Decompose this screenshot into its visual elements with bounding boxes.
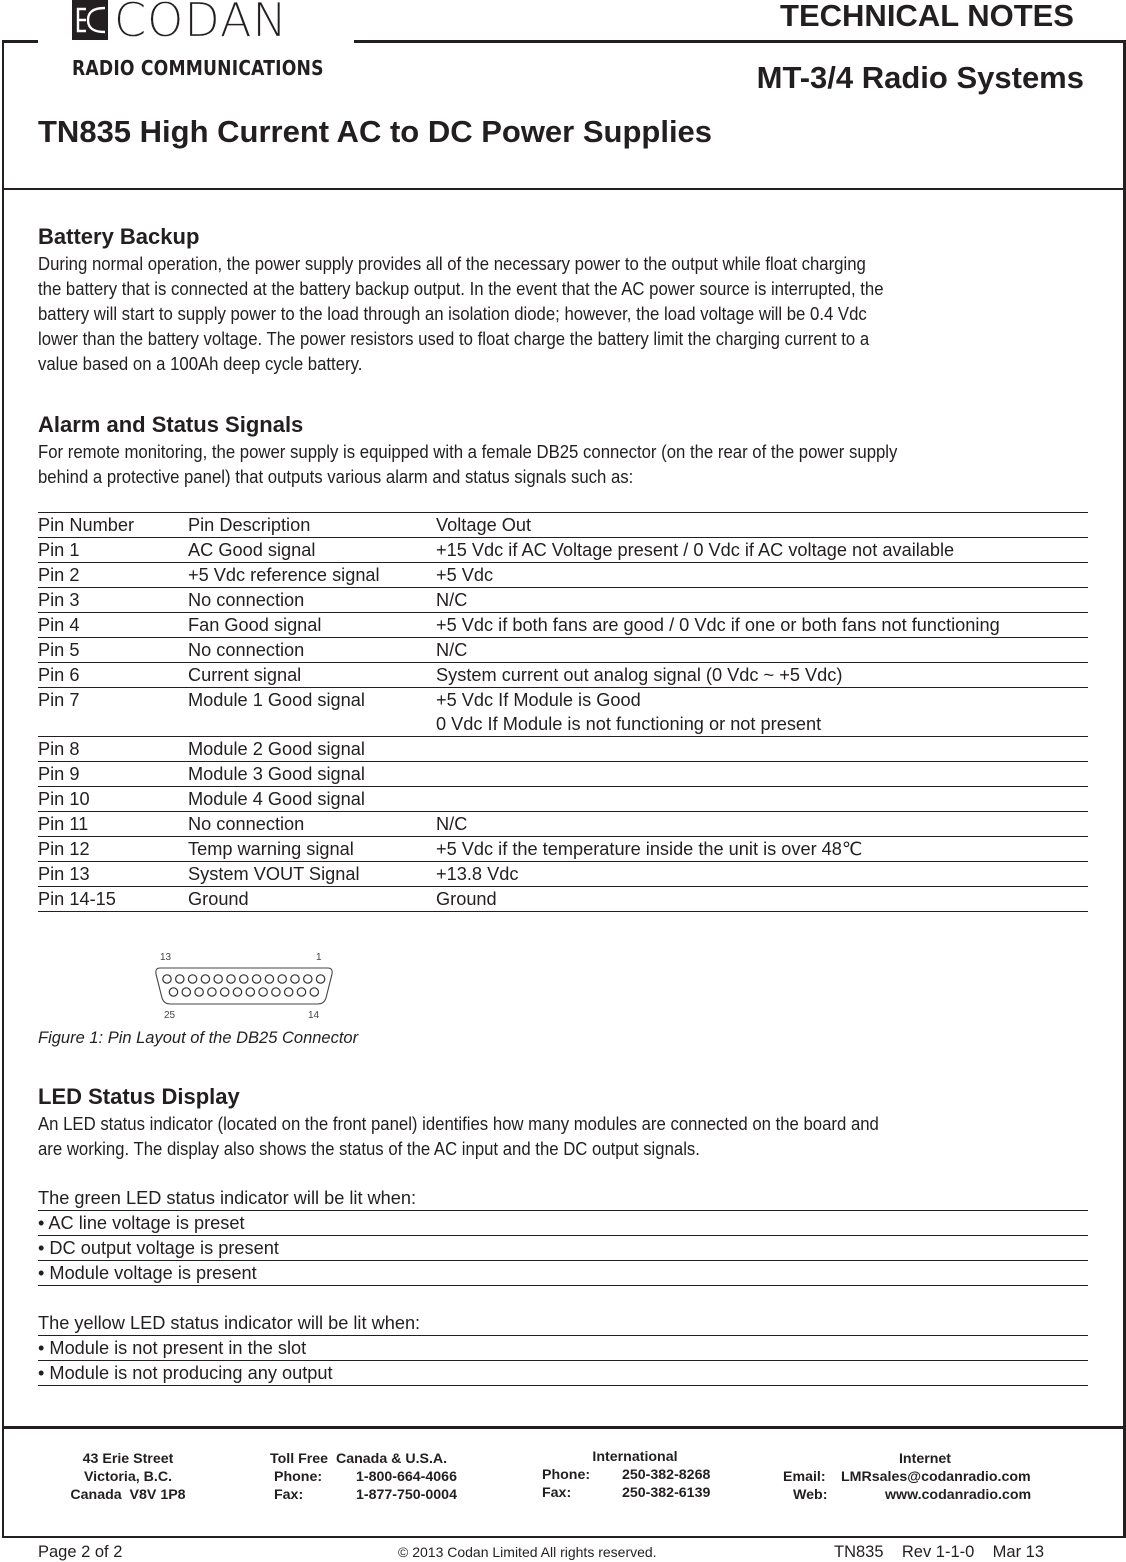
- figure-caption: Figure 1: Pin Layout of the DB25 Connector: [38, 1029, 359, 1047]
- document-reference: TN835 Rev 1-1-0 Mar 13: [834, 1543, 1044, 1561]
- pin-hole: [169, 988, 177, 996]
- voltage-out: +13.8 Vdc: [436, 864, 519, 884]
- footer-toll-free: [270, 1450, 457, 1504]
- pin-hole: [259, 988, 267, 996]
- column-header: Pin Number: [38, 515, 135, 535]
- voltage-out: N/C: [436, 814, 468, 834]
- pin-number: Pin 11: [38, 814, 89, 834]
- paragraph-line: For remote monitoring, the power supply is equipped with a female DB25 connector (on the rear of the power supply: [38, 442, 898, 462]
- section-battery-backup: [38, 224, 1088, 377]
- voltage-out: +5 Vdc if both fans are good / 0 Vdc if one or both fans not functioning: [436, 615, 1000, 635]
- footer-internet: [783, 1450, 1067, 1504]
- international-fax: 250-382-6139: [622, 1485, 711, 1501]
- list-item: • Module is not producing any output: [38, 1361, 1088, 1386]
- address-line: 43 Erie Street: [82, 1451, 174, 1467]
- pin-description: +5 Vdc reference signal: [188, 565, 380, 585]
- voltage-out: [436, 787, 1088, 811]
- toll-free-title: Toll Free Canada & U.S.A.: [270, 1451, 448, 1467]
- series-title: MT-3/4 Radio Systems: [756, 60, 1084, 95]
- address-line: Victoria, B.C.: [83, 1469, 173, 1485]
- pin-hole: [265, 975, 273, 983]
- paragraph-line: value based on a 100Ah deep cycle battery.: [38, 354, 363, 374]
- pin-hole: [285, 988, 293, 996]
- pin-hole: [233, 988, 241, 996]
- copyright: © 2013 Codan Limited All rights reserved.: [398, 1544, 657, 1560]
- voltage-out: Ground: [436, 889, 497, 909]
- db25-connector-diagram: [150, 948, 340, 1024]
- voltage-line: +5 Vdc If Module is Good: [436, 690, 641, 710]
- pin-hole: [195, 988, 203, 996]
- pin-hole: [201, 975, 209, 983]
- pin-hole: [221, 988, 229, 996]
- section-alarm-status: [38, 412, 1088, 490]
- web-label: Web:: [793, 1487, 828, 1503]
- frame-line: [2, 40, 4, 1538]
- section-paragraph: [38, 440, 1088, 490]
- table-row: [38, 737, 1088, 762]
- paragraph-line: During normal operation, the power supply provides all of the necessary power to the output while float charging: [38, 254, 866, 274]
- frame-line: [2, 40, 38, 43]
- section-paragraph: [38, 252, 1088, 377]
- paragraph-line: An LED status indicator (located on the front panel) identifies how many modules are connected on the board and: [38, 1114, 879, 1134]
- pin-hole: [310, 988, 318, 996]
- pin-number: Pin 14-15: [38, 889, 116, 909]
- paragraph-line: are working. The display also shows the status of the AC input and the DC output signals.: [38, 1139, 700, 1159]
- list-item: • DC output voltage is present: [38, 1236, 1088, 1261]
- pin-description: Ground: [188, 889, 249, 909]
- table-header-row: [38, 513, 1088, 538]
- pin-description: System VOUT Signal: [188, 864, 360, 884]
- codan-logo-mark-icon: [72, 0, 108, 40]
- table-row: [38, 837, 1088, 862]
- internet-title: Internet: [898, 1451, 952, 1467]
- toll-free-phone: 1-800-664-4066: [356, 1469, 457, 1485]
- codan-logo: [72, 0, 324, 84]
- pin-number: Pin 2: [38, 565, 80, 585]
- section-heading: Alarm and Status Signals: [38, 412, 304, 437]
- list-item: • AC line voltage is preset: [38, 1211, 1088, 1236]
- pin-hole: [272, 988, 280, 996]
- pin-label-1: 1: [316, 952, 322, 963]
- table-row: [38, 663, 1088, 688]
- voltage-out: [436, 762, 1088, 786]
- pin-hole: [240, 975, 248, 983]
- email-label: Email:: [783, 1469, 826, 1485]
- pin-description: Module 2 Good signal: [188, 739, 365, 759]
- footer-address: [58, 1450, 198, 1504]
- pin-hole: [188, 975, 196, 983]
- section-heading: Battery Backup: [38, 224, 200, 249]
- voltage-out: +15 Vdc if AC Voltage present / 0 Vdc if AC voltage not available: [436, 540, 955, 560]
- pin-hole: [246, 988, 254, 996]
- footer-divider: [2, 1426, 1126, 1429]
- logo-subtitle: RADIO COMMUNICATIONS: [72, 56, 324, 80]
- pin-description: AC Good signal: [188, 540, 316, 560]
- table-row: [38, 638, 1088, 663]
- table-row: [38, 688, 1088, 737]
- phone-label: Phone:: [274, 1469, 323, 1485]
- pin-hole: [214, 975, 222, 983]
- yellow-led-list: [38, 1311, 1088, 1386]
- frame-line: [354, 40, 1126, 43]
- pin-hole: [176, 975, 184, 983]
- pin-description: Current signal: [188, 665, 302, 685]
- voltage-out: +5 Vdc if the temperature inside the unit is over 48℃: [436, 839, 863, 859]
- table-row: [38, 588, 1088, 613]
- paragraph-line: the battery that is connected at the battery backup output. In the event that the AC power source is interrupted, the: [38, 279, 884, 299]
- voltage-line: 0 Vdc If Module is not functioning or not present: [436, 714, 822, 734]
- pin-description: Temp warning signal: [188, 839, 354, 859]
- pin-description: No connection: [188, 640, 305, 660]
- pin-description: Module 4 Good signal: [188, 789, 365, 809]
- pin-number: Pin 12: [38, 839, 90, 859]
- pin-table: [38, 512, 1088, 912]
- frame-line: [2, 1536, 1126, 1538]
- section-led-status: [38, 1084, 1088, 1162]
- paragraph-line: behind a protective panel) that outputs various alarm and status signals such as:: [38, 467, 634, 487]
- address-line: Canada V8V 1P8: [70, 1487, 186, 1503]
- voltage-out: N/C: [436, 640, 468, 660]
- pin-hole: [278, 975, 286, 983]
- table-row: [38, 538, 1088, 563]
- pin-number: Pin 3: [38, 590, 80, 610]
- table-row: [38, 563, 1088, 588]
- paragraph-line: lower than the battery voltage. The power resistors used to float charge the battery limit the charging current to a: [38, 329, 870, 349]
- pin-hole: [304, 975, 312, 983]
- pin-description: Module 1 Good signal: [188, 690, 365, 710]
- column-header: Pin Description: [188, 515, 311, 535]
- pin-hole: [252, 975, 260, 983]
- pin-number: Pin 13: [38, 864, 90, 884]
- document-type: TECHNICAL NOTES: [780, 0, 1074, 33]
- pin-number: Pin 6: [38, 665, 80, 685]
- table-row: [38, 812, 1088, 837]
- international-title: International: [592, 1449, 678, 1465]
- pin-hole: [163, 975, 171, 983]
- pin-description: No connection: [188, 814, 305, 834]
- table-row: [38, 787, 1088, 812]
- db25-connector-icon: [150, 948, 340, 1024]
- voltage-out: System current out analog signal (0 Vdc ~ +5 Vdc): [436, 665, 843, 685]
- pin-hole: [291, 975, 299, 983]
- voltage-out: [436, 737, 1088, 761]
- pin-number: Pin 7: [38, 690, 80, 710]
- pin-hole: [227, 975, 235, 983]
- pin-number: Pin 1: [38, 540, 80, 560]
- pin-number: Pin 4: [38, 615, 80, 635]
- list-item: • Module voltage is present: [38, 1261, 1088, 1286]
- pin-number: Pin 9: [38, 764, 80, 784]
- column-header: Voltage Out: [436, 515, 532, 535]
- table-row: [38, 862, 1088, 887]
- list-intro: The yellow LED status indicator will be lit when:: [38, 1311, 1088, 1336]
- pin-description: Fan Good signal: [188, 615, 322, 635]
- web-link[interactable]: www.codanradio.com: [885, 1487, 1032, 1503]
- voltage-out: N/C: [436, 590, 468, 610]
- section-paragraph: [38, 1112, 1088, 1162]
- pin-number: Pin 10: [38, 789, 90, 809]
- voltage-out: [436, 688, 1088, 736]
- header-divider: [2, 188, 1126, 190]
- pin-hole: [182, 988, 190, 996]
- international-phone: 250-382-8268: [622, 1467, 711, 1483]
- page-title: TN835 High Current AC to DC Power Supplies: [38, 114, 713, 149]
- list-intro: The green LED status indicator will be lit when:: [38, 1186, 1088, 1211]
- table-row: [38, 613, 1088, 638]
- list-item: • Module is not present in the slot: [38, 1336, 1088, 1361]
- pin-description: Module 3 Good signal: [188, 764, 365, 784]
- phone-label: Phone:: [542, 1467, 591, 1483]
- paragraph-line: battery will start to supply power to the load through an isolation diode; however, the load voltage will be 0.4 Vdc: [38, 304, 867, 324]
- pin-description: No connection: [188, 590, 305, 610]
- logo-wordmark: CODAN: [114, 0, 288, 47]
- page-number: Page 2 of 2: [38, 1543, 123, 1561]
- pin-hole: [297, 988, 305, 996]
- fax-label: Fax:: [274, 1487, 304, 1503]
- fax-label: Fax:: [542, 1485, 572, 1501]
- pin-hole: [208, 988, 216, 996]
- email-link[interactable]: LMRsales@codanradio.com: [841, 1469, 1031, 1485]
- pin-number: Pin 5: [38, 640, 80, 660]
- pin-label-14: 14: [308, 1010, 320, 1021]
- pin-number: Pin 8: [38, 739, 80, 759]
- pin-label-25: 25: [164, 1010, 176, 1021]
- section-heading: LED Status Display: [38, 1084, 240, 1109]
- green-led-list: [38, 1186, 1088, 1286]
- voltage-out: +5 Vdc: [436, 565, 494, 585]
- footer-international: [542, 1448, 728, 1502]
- pin-hole: [316, 975, 324, 983]
- table-row: [38, 762, 1088, 787]
- table-row: [38, 887, 1088, 912]
- toll-free-fax: 1-877-750-0004: [356, 1487, 457, 1503]
- pin-label-13: 13: [160, 952, 172, 963]
